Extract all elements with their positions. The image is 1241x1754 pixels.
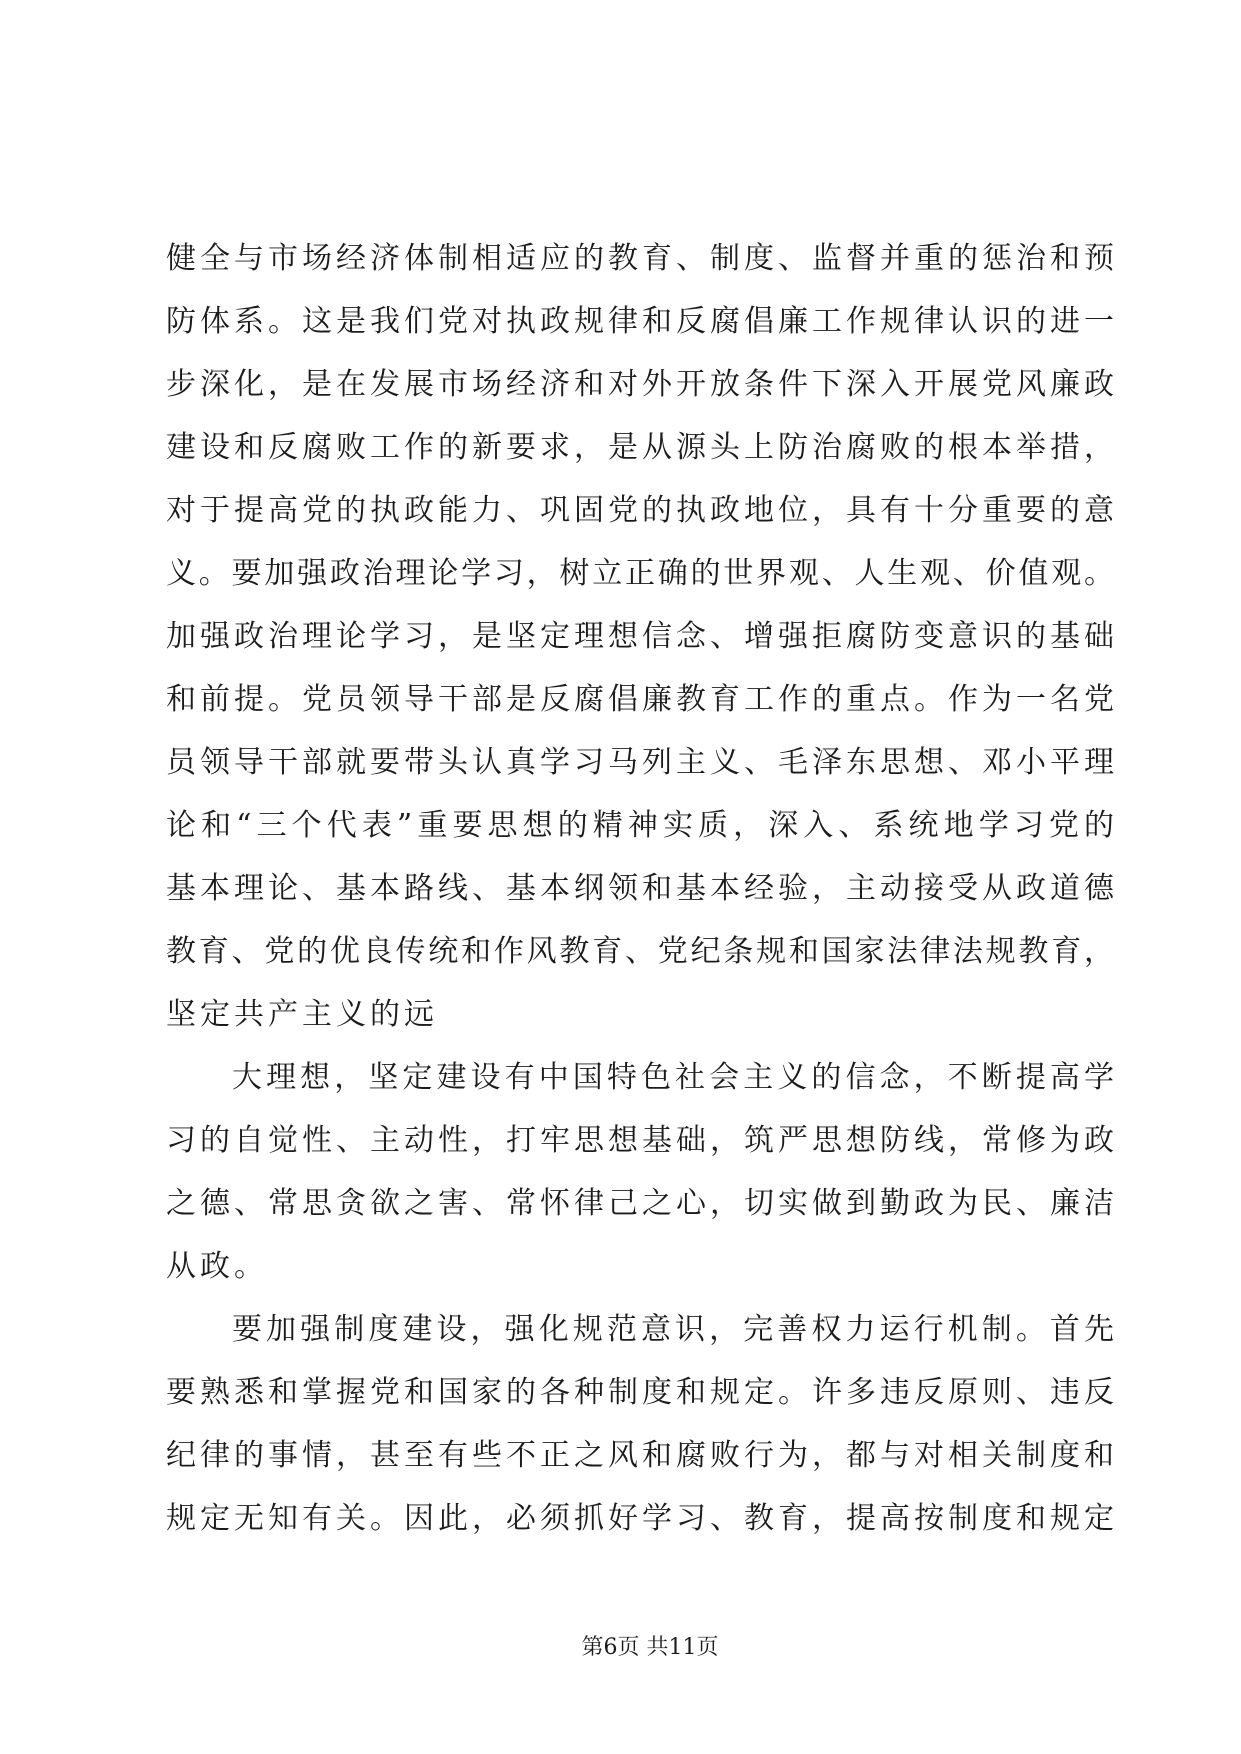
text-line: 纪律的事情，甚至有些不正之风和腐败行为，都与对相关制度和 bbox=[166, 1438, 1114, 1473]
text-line: 大理想，坚定建设有中国特色社会主义的信念，不断提高学 bbox=[232, 1060, 1114, 1095]
text-line: 加强政治理论学习，是坚定理想信念、增强拒腐防变意识的基础 bbox=[166, 619, 1114, 654]
text-line: 规定无知有关。因此，必须抓好学习、教育，提高按制度和规定 bbox=[166, 1501, 1114, 1536]
body-text bbox=[166, 227, 1114, 1550]
text-line: 要加强制度建设，强化规范意识，完善权力运行机制。首先 bbox=[232, 1312, 1114, 1347]
text-line: 之德、常思贪欲之害、常怀律己之心，切实做到勤政为民、廉洁 bbox=[166, 1186, 1114, 1221]
text-line: 建设和反腐败工作的新要求，是从源头上防治腐败的根本举措， bbox=[166, 430, 1114, 465]
text-line: 基本理论、基本路线、基本纲领和基本经验，主动接受从政道德 bbox=[166, 871, 1114, 906]
text-line: 论和“三个代表”重要思想的精神实质，深入、系统地学习党的 bbox=[166, 808, 1114, 843]
text-line: 从政。 bbox=[166, 1249, 268, 1284]
text-line: 和前提。党员领导干部是反腐倡廉教育工作的重点。作为一名党 bbox=[166, 682, 1114, 717]
text-line: 教育、党的优良传统和作风教育、党纪条规和国家法律法规教育， bbox=[166, 934, 1114, 969]
text-line: 防体系。这是我们党对执政规律和反腐倡廉工作规律认识的进一 bbox=[166, 304, 1114, 339]
text-line: 坚定共产主义的远 bbox=[166, 997, 438, 1032]
text-line: 习的自觉性、主动性，打牢思想基础，筑严思想防线，常修为政 bbox=[166, 1123, 1114, 1158]
text-line: 要熟悉和掌握党和国家的各种制度和规定。许多违反原则、违反 bbox=[166, 1375, 1114, 1410]
text-line: 步深化，是在发展市场经济和对外开放条件下深入开展党风廉政 bbox=[166, 367, 1114, 402]
text-line: 健全与市场经济体制相适应的教育、制度、监督并重的惩治和预 bbox=[166, 241, 1114, 276]
paragraph bbox=[166, 1298, 1114, 1550]
text-line: 对于提高党的执政能力、巩固党的执政地位，具有十分重要的意 bbox=[166, 493, 1114, 528]
paragraph bbox=[166, 1046, 1114, 1298]
paragraph bbox=[166, 227, 1114, 1046]
text-line: 义。要加强政治理论学习，树立正确的世界观、人生观、价值观。 bbox=[166, 556, 1114, 591]
text-line: 员领导干部就要带头认真学习马列主义、毛泽东思想、邓小平理 bbox=[166, 745, 1114, 780]
page-number: 第6页 共11页 bbox=[581, 1635, 719, 1660]
